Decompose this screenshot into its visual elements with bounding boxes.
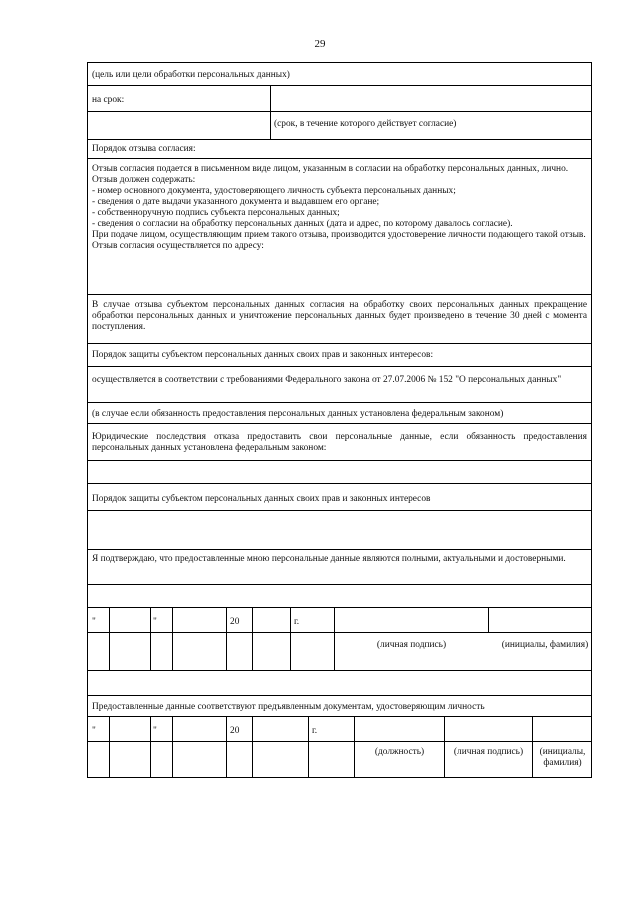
sig1-col	[226, 608, 227, 670]
purpose-caption: (цель или цели обработки персональных данных)	[92, 70, 290, 80]
law-case: (в случае если обязанность предоставления персональных данных установлена федеральным законом)	[92, 409, 504, 419]
sig1-personal-signature: (личная подпись)	[376, 640, 447, 650]
sig2-signature-field[interactable]	[445, 717, 532, 741]
confirmation-row	[87, 549, 592, 585]
sig2-year-suffix: г.	[312, 726, 318, 736]
revocation-item: - сведения о дате выдачи указанного документа и выдавшем его органе;	[92, 197, 380, 207]
revocation-item: - собственноручную подпись субъекта персональных данных;	[92, 208, 340, 218]
revocation-item: - номер основного документа, удостоверяющего личность субъекта персональных данных;	[92, 186, 456, 196]
sig2-month-field[interactable]	[173, 717, 226, 741]
sig1-separator	[88, 632, 591, 633]
sig2-initials-field[interactable]	[533, 717, 592, 741]
confirmation-text: Я подтверждаю, что предоставленные мною персональные данные являются полными, актуальными и достоверными.	[92, 554, 566, 564]
sig2-year-field[interactable]	[253, 717, 308, 741]
revocation-item: - сведения о согласии на обработку персональных данных (дата и адрес, по которому давалось согласие).	[92, 219, 513, 229]
sig1-year-prefix: 20	[230, 617, 240, 627]
legal-consequences-field[interactable]	[87, 460, 592, 484]
revocation-effect: В случае отзыва субъектом персональных данных согласия на обработку своих персональных данных прекращение обработки персональных данных и уничтожение персональных данных будет произведено в течение 30 дней с момента поступления.	[92, 300, 587, 332]
spacer-row-2	[87, 670, 592, 696]
sig1-col	[290, 608, 291, 670]
term-caption: (срок, в течение которого действует согласие)	[274, 119, 457, 129]
revocation-address: Отзыв согласия осуществляется по адресу:	[92, 241, 264, 251]
sig1-month-field[interactable]	[173, 608, 226, 632]
sig1-year-field[interactable]	[253, 608, 290, 632]
revocation-order-label: Порядок отзыва согласия:	[92, 144, 196, 154]
revocation-filing: При подаче лицом, осуществляющим прием такого отзыва, производится удостоверение личности подающего такой отзыв.	[92, 230, 586, 240]
spacer-row	[87, 584, 592, 608]
sig1-day-field[interactable]	[110, 608, 150, 632]
sig1-initials-field[interactable]	[489, 608, 592, 632]
sig2-quote-open: "	[92, 726, 96, 736]
revocation-order-row	[87, 139, 592, 159]
sig2-personal-signature: (личная подпись)	[453, 747, 524, 757]
sig2-position-field[interactable]	[355, 717, 444, 741]
sig1-quote-close: "	[153, 617, 157, 627]
sig1-signature-field[interactable]	[335, 608, 488, 632]
revocation-intro: Отзыв согласия подается в письменном виде лицом, указанным в согласии на обработку персональных данных, лично.	[92, 164, 569, 174]
sig1-col	[150, 608, 151, 670]
verification-row	[87, 695, 592, 717]
signature-block-2	[87, 716, 592, 778]
verification-text: Предоставленные данные соответствуют предъявленным документам, удостоверяющим личность	[92, 702, 485, 712]
law-row	[87, 366, 592, 403]
purpose-row	[87, 62, 592, 86]
protection-order-row	[87, 343, 592, 367]
sig2-col	[308, 717, 309, 777]
sig2-year-prefix: 20	[230, 726, 240, 736]
protection-order-row-2	[87, 483, 592, 511]
revocation-must-contain: Отзыв должен содержать:	[92, 175, 196, 185]
legal-consequences: Юридические последствия отказа предоставить свои персональные данные, если обязанность предоставления персональных данных установлена федеральным законом:	[92, 432, 587, 453]
page-number: 29	[314, 38, 326, 50]
law-text: осуществляется в соответствии с требованиями Федерального закона от 27.07.2006 № 152 "О персональных данных"	[92, 375, 562, 385]
sig2-col	[150, 717, 151, 777]
sig2-quote-close: "	[153, 726, 157, 736]
term-label: на срок:	[92, 95, 125, 105]
term-divider	[270, 86, 271, 112]
revocation-body	[87, 158, 592, 295]
sig2-day-field[interactable]	[110, 717, 150, 741]
sig2-col	[226, 717, 227, 777]
sig1-year-suffix: г.	[294, 617, 300, 627]
sig2-separator	[88, 741, 591, 742]
revocation-effect-row	[87, 294, 592, 344]
sig2-position: (должность)	[374, 747, 425, 757]
protection-order-label-2: Порядок защиты субъектом персональных данных своих прав и законных интересов	[92, 494, 431, 504]
legal-consequences-row	[87, 423, 592, 461]
sig1-quote-open: "	[92, 617, 96, 627]
sig1-initials: (инициалы, фамилия)	[501, 640, 589, 650]
protection-order-label: Порядок защиты субъектом персональных данных своих прав и законных интересов:	[92, 350, 434, 360]
sig2-initials: (инициалы, фамилия)	[539, 747, 586, 768]
law-case-row	[87, 402, 592, 424]
term-row	[87, 85, 592, 140]
signature-block-1	[87, 607, 592, 671]
protection-order-field[interactable]	[87, 510, 592, 550]
